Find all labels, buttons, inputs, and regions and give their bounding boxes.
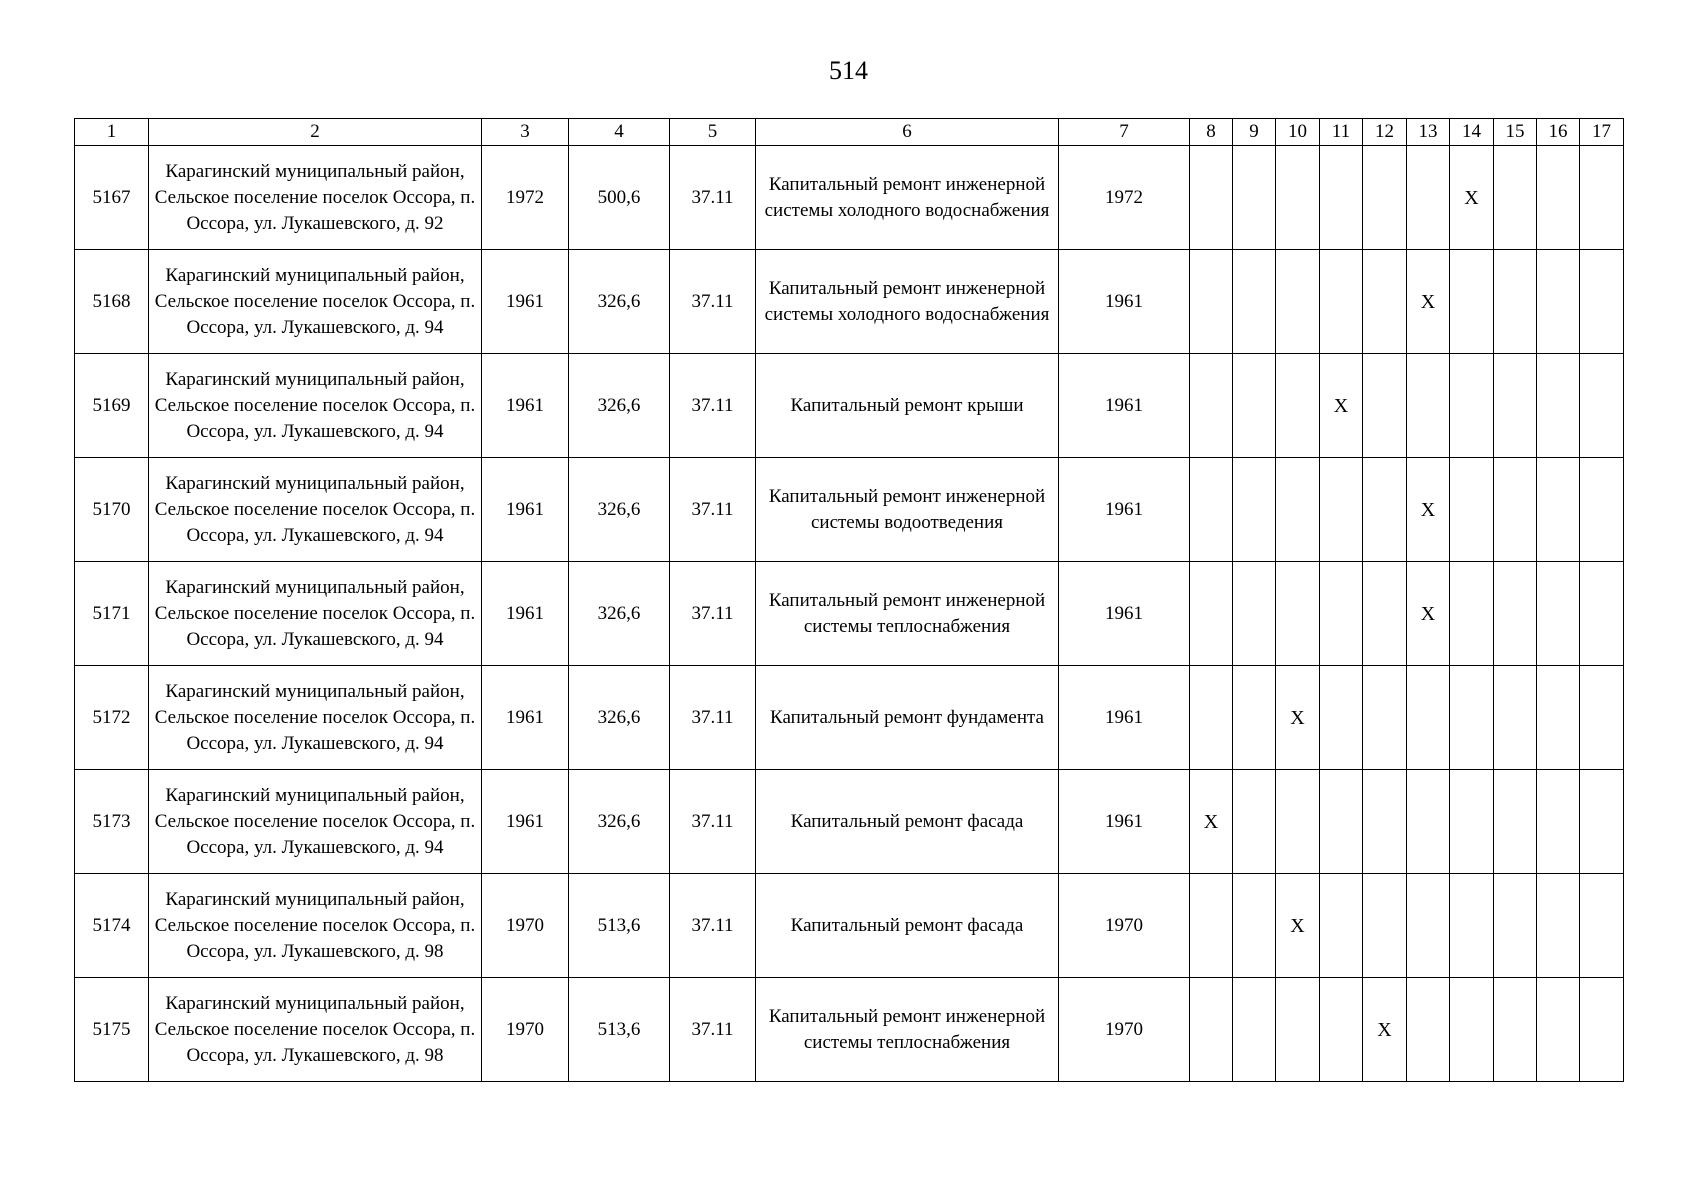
mark-cell — [1190, 562, 1233, 666]
row-id-cell: 5168 — [75, 250, 149, 354]
row-id-cell: 5169 — [75, 354, 149, 458]
year-cell: 1970 — [1059, 874, 1190, 978]
mark-cell — [1276, 562, 1320, 666]
address-cell: Карагинский муниципальный район, Сельское поселение поселок Оссора, п. Оссора, ул. Лукашевского, д. 94 — [149, 562, 482, 666]
mark-cell — [1233, 978, 1276, 1082]
column-number-cell: 10 — [1276, 119, 1320, 146]
mark-cell — [1494, 458, 1537, 562]
year-cell: 1961 — [1059, 250, 1190, 354]
row-id-cell: 5170 — [75, 458, 149, 562]
mark-cell — [1233, 458, 1276, 562]
mark-cell — [1580, 978, 1624, 1082]
mark-cell — [1190, 354, 1233, 458]
mark-cell — [1407, 666, 1450, 770]
table-row — [75, 146, 1624, 250]
work-type-cell: Капитальный ремонт инженерной системы водоотведения — [756, 458, 1059, 562]
mark-cell — [1190, 874, 1233, 978]
mark-cell — [1363, 874, 1407, 978]
mark-cell — [1580, 458, 1624, 562]
area-cell: 500,6 — [569, 146, 670, 250]
mark-cell — [1537, 354, 1580, 458]
mark-cell — [1190, 978, 1233, 1082]
mark-cell — [1450, 458, 1494, 562]
column-number-cell: 4 — [569, 119, 670, 146]
mark-cell — [1276, 978, 1320, 1082]
table-row — [75, 874, 1624, 978]
year-built-cell: 1961 — [482, 458, 569, 562]
mark-cell — [1320, 562, 1363, 666]
code-cell: 37.11 — [670, 250, 756, 354]
address-cell: Карагинский муниципальный район, Сельское поселение поселок Оссора, п. Оссора, ул. Лукашевского, д. 94 — [149, 770, 482, 874]
mark-cell — [1537, 458, 1580, 562]
mark-cell — [1450, 770, 1494, 874]
area-cell: 326,6 — [569, 250, 670, 354]
mark-cell — [1494, 874, 1537, 978]
mark-cell — [1537, 562, 1580, 666]
mark-cell — [1320, 978, 1363, 1082]
column-number-cell: 9 — [1233, 119, 1276, 146]
column-number-cell: 12 — [1363, 119, 1407, 146]
mark-cell — [1450, 250, 1494, 354]
work-type-cell: Капитальный ремонт фундамента — [756, 666, 1059, 770]
mark-cell — [1494, 146, 1537, 250]
row-id-cell: 5173 — [75, 770, 149, 874]
mark-cell: X — [1363, 978, 1407, 1082]
row-id-cell: 5167 — [75, 146, 149, 250]
column-number-cell: 5 — [670, 119, 756, 146]
mark-cell — [1494, 354, 1537, 458]
mark-cell: X — [1276, 666, 1320, 770]
column-number-cell: 17 — [1580, 119, 1624, 146]
area-cell: 326,6 — [569, 562, 670, 666]
mark-cell — [1276, 770, 1320, 874]
mark-cell — [1233, 874, 1276, 978]
mark-cell — [1407, 978, 1450, 1082]
mark-cell — [1580, 146, 1624, 250]
table-row — [75, 666, 1624, 770]
mark-cell — [1233, 666, 1276, 770]
mark-cell — [1363, 458, 1407, 562]
work-type-cell: Капитальный ремонт фасада — [756, 874, 1059, 978]
mark-cell — [1537, 250, 1580, 354]
mark-cell — [1450, 354, 1494, 458]
column-number-cell: 2 — [149, 119, 482, 146]
mark-cell — [1494, 666, 1537, 770]
year-built-cell: 1961 — [482, 250, 569, 354]
mark-cell: X — [1407, 250, 1450, 354]
year-built-cell: 1972 — [482, 146, 569, 250]
column-number-cell: 1 — [75, 119, 149, 146]
table-row — [75, 354, 1624, 458]
year-cell: 1961 — [1059, 458, 1190, 562]
mark-cell — [1537, 146, 1580, 250]
address-cell: Карагинский муниципальный район, Сельское поселение поселок Оссора, п. Оссора, ул. Лукашевского, д. 94 — [149, 458, 482, 562]
mark-cell — [1190, 458, 1233, 562]
year-cell: 1961 — [1059, 666, 1190, 770]
column-number-cell: 7 — [1059, 119, 1190, 146]
work-type-cell: Капитальный ремонт инженерной системы теплоснабжения — [756, 978, 1059, 1082]
area-cell: 513,6 — [569, 874, 670, 978]
area-cell: 513,6 — [569, 978, 670, 1082]
column-number-cell: 11 — [1320, 119, 1363, 146]
mark-cell — [1363, 250, 1407, 354]
work-type-cell: Капитальный ремонт фасада — [756, 770, 1059, 874]
mark-cell — [1363, 770, 1407, 874]
row-id-cell: 5174 — [75, 874, 149, 978]
mark-cell — [1407, 770, 1450, 874]
mark-cell: X — [1450, 146, 1494, 250]
mark-cell — [1233, 250, 1276, 354]
mark-cell — [1580, 250, 1624, 354]
mark-cell — [1537, 978, 1580, 1082]
mark-cell — [1276, 146, 1320, 250]
table-row — [75, 978, 1624, 1082]
address-cell: Карагинский муниципальный район, Сельское поселение поселок Оссора, п. Оссора, ул. Лукашевского, д. 94 — [149, 666, 482, 770]
table-row — [75, 458, 1624, 562]
row-id-cell: 5171 — [75, 562, 149, 666]
mark-cell — [1537, 874, 1580, 978]
address-cell: Карагинский муниципальный район, Сельское поселение поселок Оссора, п. Оссора, ул. Лукашевского, д. 98 — [149, 874, 482, 978]
mark-cell — [1580, 874, 1624, 978]
row-id-cell: 5175 — [75, 978, 149, 1082]
mark-cell — [1494, 562, 1537, 666]
capital-repair-table — [74, 118, 1624, 1082]
code-cell: 37.11 — [670, 978, 756, 1082]
area-cell: 326,6 — [569, 770, 670, 874]
area-cell: 326,6 — [569, 666, 670, 770]
year-built-cell: 1961 — [482, 562, 569, 666]
mark-cell — [1537, 666, 1580, 770]
year-built-cell: 1970 — [482, 978, 569, 1082]
work-type-cell: Капитальный ремонт инженерной системы холодного водоснабжения — [756, 250, 1059, 354]
mark-cell — [1363, 354, 1407, 458]
mark-cell — [1276, 458, 1320, 562]
code-cell: 37.11 — [670, 354, 756, 458]
mark-cell — [1190, 666, 1233, 770]
mark-cell — [1320, 146, 1363, 250]
year-built-cell: 1970 — [482, 874, 569, 978]
mark-cell — [1580, 354, 1624, 458]
work-type-cell: Капитальный ремонт крыши — [756, 354, 1059, 458]
mark-cell — [1450, 978, 1494, 1082]
year-cell: 1961 — [1059, 770, 1190, 874]
address-cell: Карагинский муниципальный район, Сельское поселение поселок Оссора, п. Оссора, ул. Лукашевского, д. 94 — [149, 354, 482, 458]
mark-cell — [1407, 354, 1450, 458]
page-number: 514 — [829, 56, 868, 85]
mark-cell: X — [1190, 770, 1233, 874]
work-type-cell: Капитальный ремонт инженерной системы холодного водоснабжения — [756, 146, 1059, 250]
mark-cell — [1580, 770, 1624, 874]
mark-cell — [1537, 770, 1580, 874]
mark-cell — [1320, 666, 1363, 770]
column-number-cell: 6 — [756, 119, 1059, 146]
mark-cell — [1320, 458, 1363, 562]
table-row — [75, 562, 1624, 666]
mark-cell — [1320, 874, 1363, 978]
work-type-cell: Капитальный ремонт инженерной системы теплоснабжения — [756, 562, 1059, 666]
code-cell: 37.11 — [670, 562, 756, 666]
year-built-cell: 1961 — [482, 354, 569, 458]
year-cell: 1961 — [1059, 562, 1190, 666]
column-number-cell: 8 — [1190, 119, 1233, 146]
code-cell: 37.11 — [670, 458, 756, 562]
mark-cell — [1363, 666, 1407, 770]
column-number-cell: 16 — [1537, 119, 1580, 146]
code-cell: 37.11 — [670, 770, 756, 874]
mark-cell: X — [1320, 354, 1363, 458]
mark-cell — [1363, 146, 1407, 250]
column-number-cell: 13 — [1407, 119, 1450, 146]
mark-cell — [1276, 250, 1320, 354]
address-cell: Карагинский муниципальный район, Сельское поселение поселок Оссора, п. Оссора, ул. Лукашевского, д. 92 — [149, 146, 482, 250]
mark-cell — [1233, 770, 1276, 874]
mark-cell — [1494, 978, 1537, 1082]
code-cell: 37.11 — [670, 666, 756, 770]
mark-cell — [1233, 354, 1276, 458]
area-cell: 326,6 — [569, 354, 670, 458]
year-cell: 1972 — [1059, 146, 1190, 250]
mark-cell — [1450, 562, 1494, 666]
mark-cell — [1580, 562, 1624, 666]
mark-cell: X — [1407, 458, 1450, 562]
table-row — [75, 770, 1624, 874]
mark-cell — [1407, 146, 1450, 250]
year-cell: 1961 — [1059, 354, 1190, 458]
mark-cell: X — [1407, 562, 1450, 666]
column-number-cell: 14 — [1450, 119, 1494, 146]
column-number-cell: 3 — [482, 119, 569, 146]
mark-cell — [1276, 354, 1320, 458]
column-number-cell: 15 — [1494, 119, 1537, 146]
mark-cell — [1320, 770, 1363, 874]
mark-cell — [1494, 250, 1537, 354]
mark-cell — [1450, 874, 1494, 978]
mark-cell — [1363, 562, 1407, 666]
code-cell: 37.11 — [670, 874, 756, 978]
mark-cell — [1450, 666, 1494, 770]
mark-cell — [1233, 562, 1276, 666]
row-id-cell: 5172 — [75, 666, 149, 770]
address-cell: Карагинский муниципальный район, Сельское поселение поселок Оссора, п. Оссора, ул. Лукашевского, д. 94 — [149, 250, 482, 354]
year-built-cell: 1961 — [482, 666, 569, 770]
code-cell: 37.11 — [670, 146, 756, 250]
mark-cell — [1190, 146, 1233, 250]
mark-cell — [1233, 146, 1276, 250]
year-cell: 1970 — [1059, 978, 1190, 1082]
mark-cell — [1580, 666, 1624, 770]
column-number-row — [75, 119, 1624, 146]
mark-cell — [1320, 250, 1363, 354]
mark-cell — [1494, 770, 1537, 874]
address-cell: Карагинский муниципальный район, Сельское поселение поселок Оссора, п. Оссора, ул. Лукашевского, д. 98 — [149, 978, 482, 1082]
table-row — [75, 250, 1624, 354]
mark-cell — [1407, 874, 1450, 978]
mark-cell: X — [1276, 874, 1320, 978]
year-built-cell: 1961 — [482, 770, 569, 874]
area-cell: 326,6 — [569, 458, 670, 562]
mark-cell — [1190, 250, 1233, 354]
